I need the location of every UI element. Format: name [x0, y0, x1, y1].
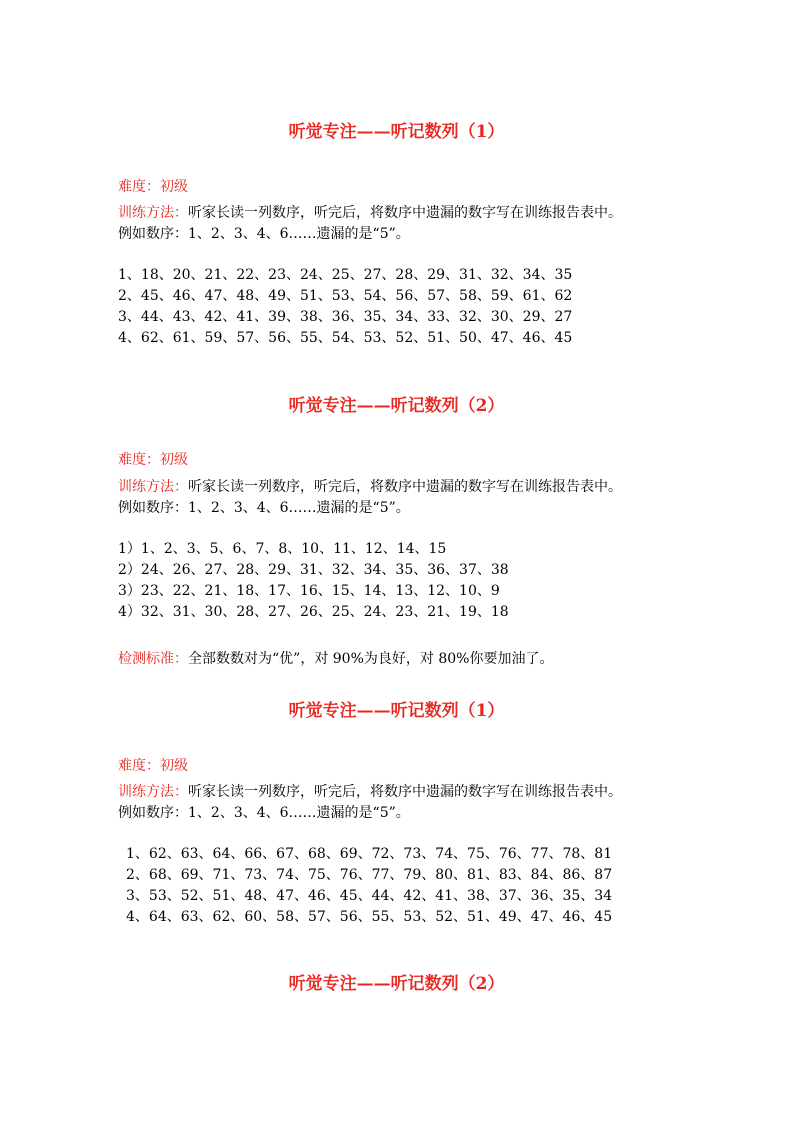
- section-1-title: 听觉专注——听记数列（1）: [288, 122, 505, 142]
- method-text: 听家长读一列数序，听完后，将数序中遗漏的数字写在训练报告表中。: [188, 479, 622, 495]
- section-1-row-1: 1、18、20、21、22、23、24、25、27、28、29、31、32、34、35: [118, 267, 573, 283]
- method-text: 听家长读一列数序，听完后，将数序中遗漏的数字写在训练报告表中。: [188, 784, 622, 800]
- section-2-row-2: 2）24、26、27、28、29、31、32、34、35、36、37、38: [118, 562, 509, 578]
- section-3-difficulty: [118, 756, 188, 776]
- section-3-row-1: 1、62、63、64、66、67、68、69、72、73、74、75、76、77、78、81: [126, 846, 613, 862]
- section-4-title: 听觉专注——听记数列（2）: [288, 974, 505, 994]
- section-2-difficulty: [118, 450, 188, 470]
- section-2-criteria: [118, 649, 553, 669]
- method-label: 训练方法：: [118, 205, 188, 221]
- criteria-text: 全部数数对为“优”，对 90%为良好，对 80%你要加油了。: [188, 651, 554, 667]
- section-3-row-4: 4、64、63、62、60、58、57、56、55、53、52、51、49、47、46、45: [126, 909, 613, 925]
- section-1-method: [118, 203, 622, 223]
- section-1-difficulty: [118, 177, 188, 197]
- section-3-title: 听觉专注——听记数列（1）: [288, 701, 505, 721]
- difficulty-value: 初级: [160, 758, 188, 774]
- section-1-example: 例如数序：1、2、3、4、6……遗漏的是“5”。: [118, 226, 410, 242]
- difficulty-label: 难度：: [118, 179, 160, 195]
- section-2-row-4: 4）32、31、30、28、27、26、25、24、23、21、19、18: [118, 604, 509, 620]
- method-label: 训练方法：: [118, 784, 188, 800]
- difficulty-value: 初级: [160, 179, 188, 195]
- section-3-row-3: 3、53、52、51、48、47、46、45、44、42、41、38、37、36、35、34: [126, 888, 613, 904]
- section-1-row-2: 2、45、46、47、48、49、51、53、54、56、57、58、59、61、62: [118, 288, 573, 304]
- criteria-label: 检测标准：: [118, 651, 188, 667]
- section-2-example: 例如数序：1、2、3、4、6……遗漏的是“5”。: [118, 500, 410, 516]
- section-2-row-1: 1）1、2、3、5、6、7、8、10、11、12、14、15: [118, 541, 447, 557]
- difficulty-label: 难度：: [118, 758, 160, 774]
- difficulty-value: 初级: [160, 452, 188, 468]
- section-2-method: [118, 477, 622, 497]
- section-2-title: 听觉专注——听记数列（2）: [288, 396, 505, 416]
- section-1-row-4: 4、62、61、59、57、56、55、54、53、52、51、50、47、46、45: [118, 330, 573, 346]
- difficulty-label: 难度：: [118, 452, 160, 468]
- section-3-example: 例如数序：1、2、3、4、6……遗漏的是“5”。: [118, 805, 410, 821]
- section-1-row-3: 3、44、43、42、41、39、38、36、35、34、33、32、30、29、27: [118, 309, 573, 325]
- section-2-row-3: 3）23、22、21、18、17、16、15、14、13、12、10、9: [118, 583, 500, 599]
- section-3-row-2: 2、68、69、71、73、74、75、76、77、79、80、81、83、84、86、87: [126, 867, 613, 883]
- section-3-method: [118, 782, 622, 802]
- method-label: 训练方法：: [118, 479, 188, 495]
- method-text: 听家长读一列数序，听完后，将数序中遗漏的数字写在训练报告表中。: [188, 205, 622, 221]
